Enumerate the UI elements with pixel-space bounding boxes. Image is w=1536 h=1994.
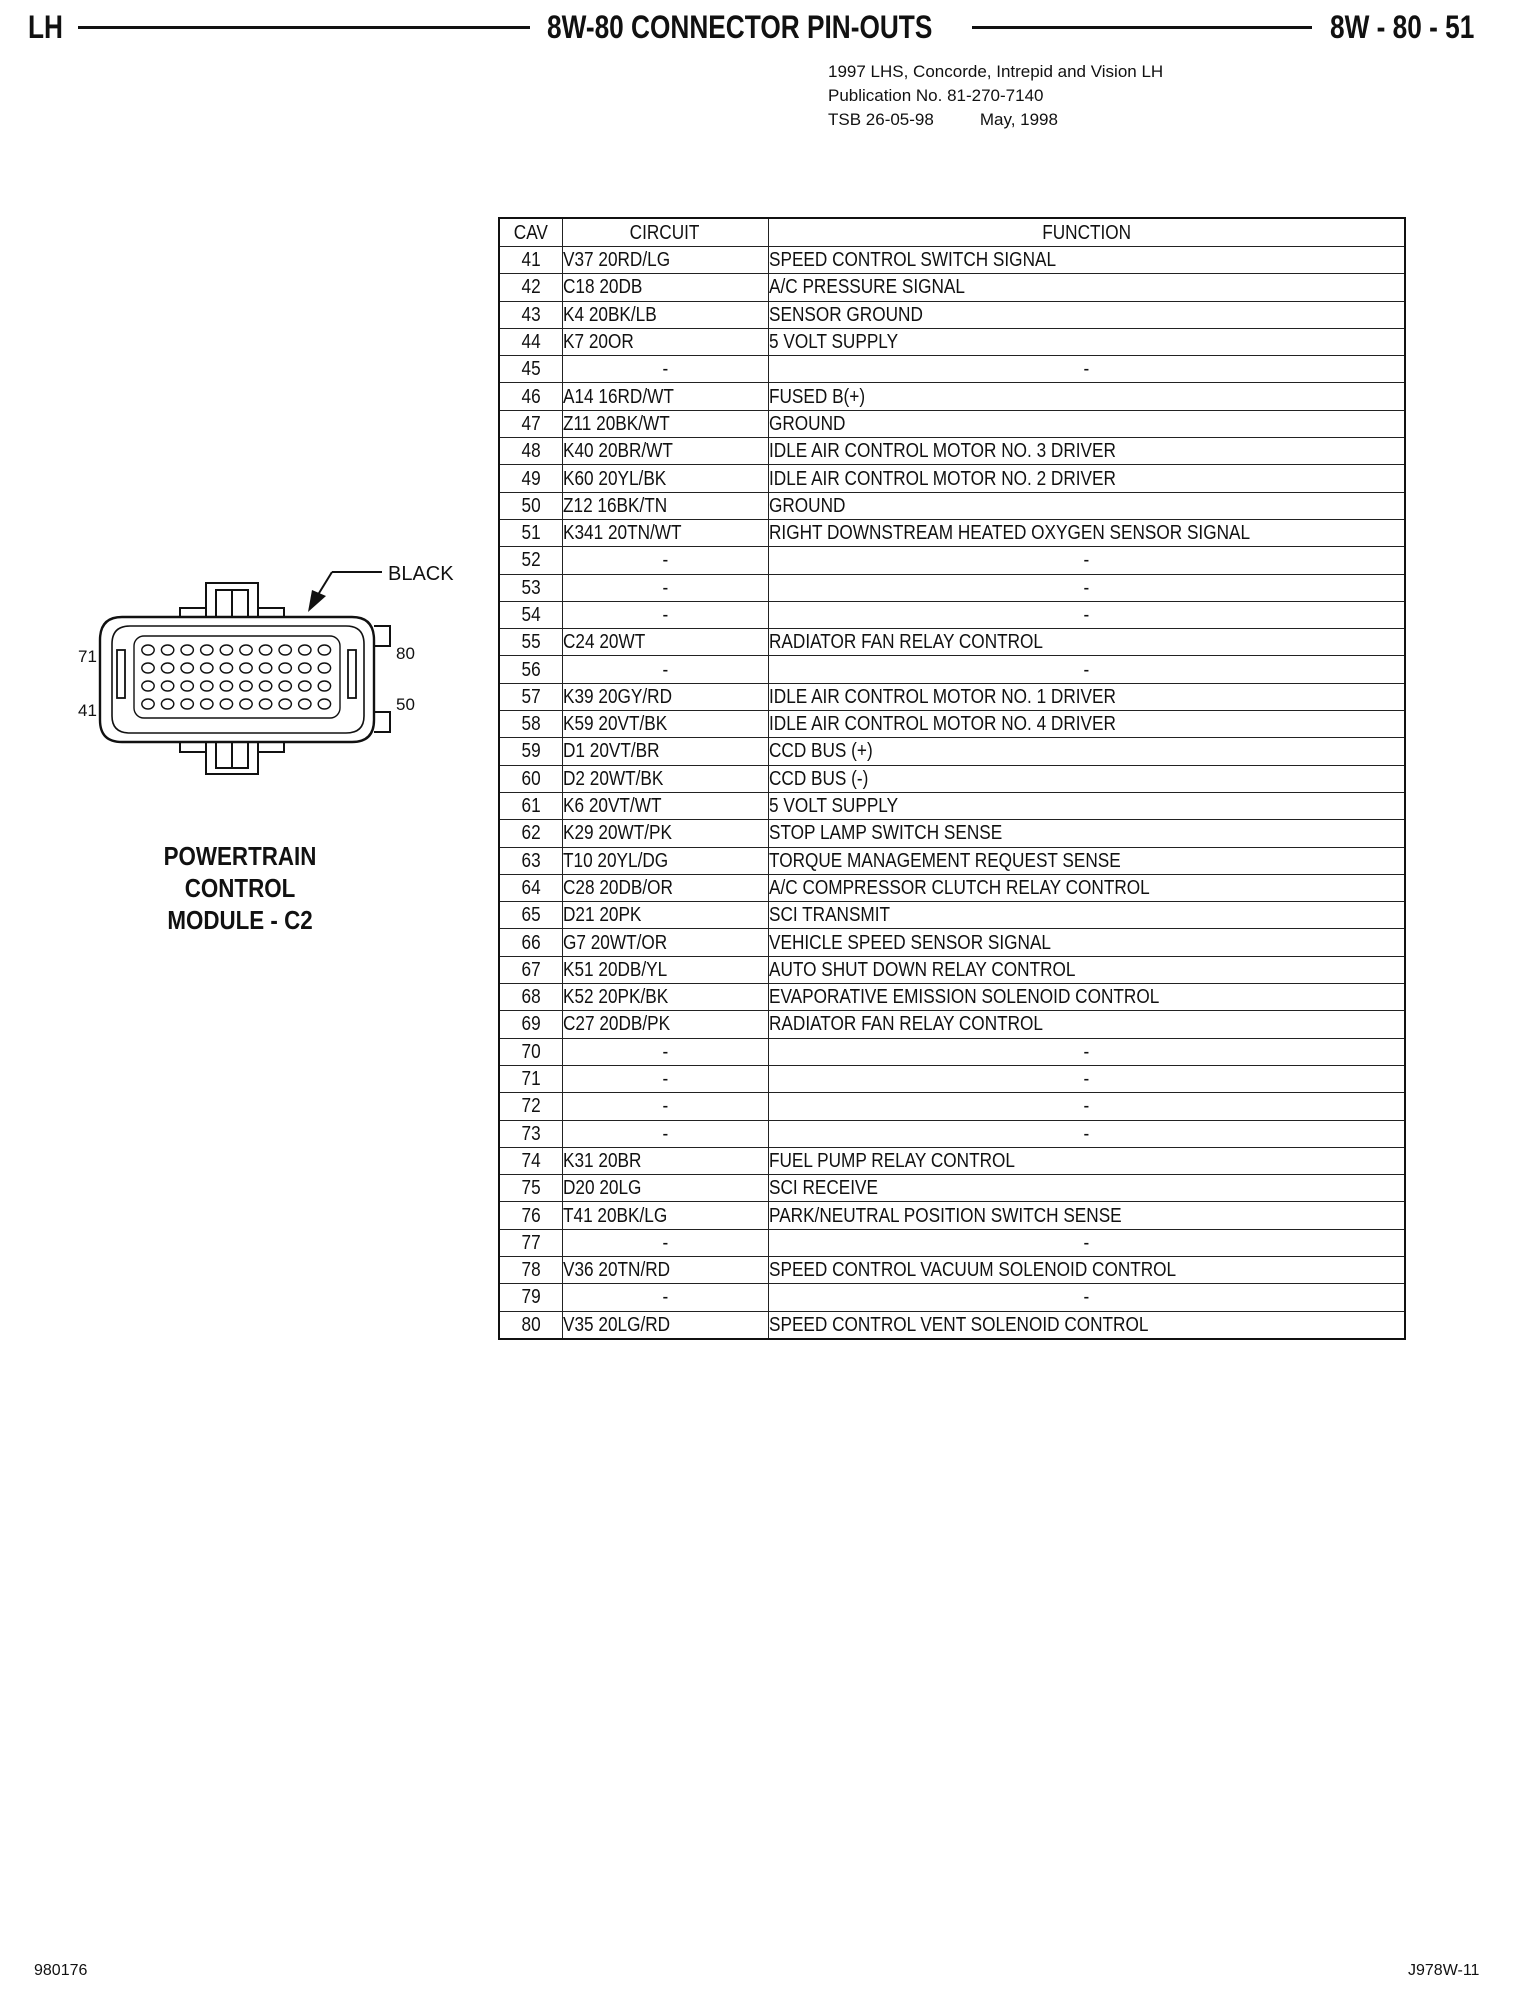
right-latch-bottom bbox=[374, 712, 390, 732]
pin-label-50: 50 bbox=[396, 695, 415, 714]
cell-cav: 70 bbox=[499, 1038, 562, 1065]
side-tab-left bbox=[117, 650, 125, 698]
cell-cav: 48 bbox=[499, 438, 562, 465]
cell-circuit: Z11 20BK/WT bbox=[562, 410, 768, 437]
cell-cav: 75 bbox=[499, 1175, 562, 1202]
cell-function: FUSED B(+) bbox=[768, 383, 1405, 410]
cell-function: GROUND bbox=[768, 410, 1405, 437]
pin-cavity bbox=[259, 699, 271, 709]
cell-cav: 47 bbox=[499, 410, 562, 437]
table-row bbox=[499, 1311, 1405, 1339]
pin-cavity bbox=[201, 663, 213, 673]
pin-cavity bbox=[201, 699, 213, 709]
cell-cav: 72 bbox=[499, 1093, 562, 1120]
color-label-arrowhead bbox=[308, 590, 326, 612]
table-row bbox=[499, 738, 1405, 765]
table-row bbox=[499, 601, 1405, 628]
cell-circuit: K31 20BR bbox=[562, 1147, 768, 1174]
cell-cav: 46 bbox=[499, 383, 562, 410]
cell-cav: 66 bbox=[499, 929, 562, 956]
cell-circuit: C27 20DB/PK bbox=[562, 1011, 768, 1038]
cell-cav: 42 bbox=[499, 274, 562, 301]
cell-circuit: - bbox=[562, 1120, 768, 1147]
cell-function: EVAPORATIVE EMISSION SOLENOID CONTROL bbox=[768, 984, 1405, 1011]
table-row bbox=[499, 902, 1405, 929]
pin-label-80: 80 bbox=[396, 644, 415, 663]
side-tab-right bbox=[348, 650, 356, 698]
table-row bbox=[499, 519, 1405, 546]
cell-function: IDLE AIR CONTROL MOTOR NO. 3 DRIVER bbox=[768, 438, 1405, 465]
table-row bbox=[499, 1284, 1405, 1311]
cell-circuit: K51 20DB/YL bbox=[562, 956, 768, 983]
cell-circuit: Z12 16BK/TN bbox=[562, 492, 768, 519]
cell-cav: 68 bbox=[499, 984, 562, 1011]
pinout-table bbox=[498, 217, 1406, 1340]
cell-function: VEHICLE SPEED SENSOR SIGNAL bbox=[768, 929, 1405, 956]
cell-circuit: - bbox=[562, 601, 768, 628]
cell-function: IDLE AIR CONTROL MOTOR NO. 1 DRIVER bbox=[768, 683, 1405, 710]
pin-field-frame bbox=[134, 636, 340, 718]
pin-cavity bbox=[161, 645, 173, 655]
cell-cav: 54 bbox=[499, 601, 562, 628]
cell-circuit: K29 20WT/PK bbox=[562, 820, 768, 847]
top-lock-tab bbox=[206, 583, 258, 617]
cell-function: TORQUE MANAGEMENT REQUEST SENSE bbox=[768, 847, 1405, 874]
cell-cav: 43 bbox=[499, 301, 562, 328]
cell-cav: 52 bbox=[499, 547, 562, 574]
pin-label-71: 71 bbox=[78, 647, 97, 666]
cell-cav: 69 bbox=[499, 1011, 562, 1038]
cell-circuit: A14 16RD/WT bbox=[562, 383, 768, 410]
table-row bbox=[499, 1202, 1405, 1229]
cell-function: - bbox=[768, 1065, 1405, 1092]
cell-circuit: C24 20WT bbox=[562, 629, 768, 656]
pin-cavity bbox=[259, 663, 271, 673]
cell-cav: 44 bbox=[499, 328, 562, 355]
page-title: 8W-80 CONNECTOR PIN-OUTS bbox=[547, 9, 933, 45]
right-latch-top bbox=[374, 626, 390, 646]
table-row bbox=[499, 847, 1405, 874]
pin-cavity bbox=[220, 645, 232, 655]
table-row bbox=[499, 1011, 1405, 1038]
cell-circuit: D21 20PK bbox=[562, 902, 768, 929]
connector-caption-line: CONTROL bbox=[184, 873, 296, 903]
table-row bbox=[499, 274, 1405, 301]
cell-circuit: V37 20RD/LG bbox=[562, 247, 768, 274]
pin-cavity bbox=[161, 681, 173, 691]
connector-caption-line: POWERTRAIN bbox=[163, 841, 317, 871]
cell-circuit: C28 20DB/OR bbox=[562, 874, 768, 901]
publication-info bbox=[828, 60, 1163, 132]
cell-circuit: K40 20BR/WT bbox=[562, 438, 768, 465]
cell-cav: 56 bbox=[499, 656, 562, 683]
pin-cavity bbox=[220, 699, 232, 709]
cell-cav: 67 bbox=[499, 956, 562, 983]
pin-cavity bbox=[161, 663, 173, 673]
cell-function: AUTO SHUT DOWN RELAY CONTROL bbox=[768, 956, 1405, 983]
cell-circuit: K6 20VT/WT bbox=[562, 792, 768, 819]
cell-circuit: - bbox=[562, 574, 768, 601]
pin-cavity bbox=[240, 699, 252, 709]
pin-cavity bbox=[259, 681, 271, 691]
pin-cavity bbox=[181, 663, 193, 673]
pin-cavity bbox=[201, 681, 213, 691]
cell-circuit: - bbox=[562, 1038, 768, 1065]
table-row bbox=[499, 711, 1405, 738]
cell-function: - bbox=[768, 656, 1405, 683]
top-shoulder-right bbox=[258, 608, 284, 617]
pin-cavity bbox=[299, 681, 311, 691]
pin-cavity bbox=[240, 681, 252, 691]
table-row bbox=[499, 683, 1405, 710]
cell-function: - bbox=[768, 1038, 1405, 1065]
cell-function: GROUND bbox=[768, 492, 1405, 519]
table-row bbox=[499, 574, 1405, 601]
table-row bbox=[499, 1256, 1405, 1283]
cell-cav: 76 bbox=[499, 1202, 562, 1229]
publication-number: Publication No. 81-270-7140 bbox=[828, 86, 1044, 105]
top-shoulder bbox=[180, 608, 206, 617]
cell-cav: 59 bbox=[499, 738, 562, 765]
pin-cavity bbox=[240, 663, 252, 673]
cell-circuit: G7 20WT/OR bbox=[562, 929, 768, 956]
cell-cav: 63 bbox=[499, 847, 562, 874]
pin-cavity bbox=[181, 699, 193, 709]
cell-function: SPEED CONTROL SWITCH SIGNAL bbox=[768, 247, 1405, 274]
cell-function: - bbox=[768, 1093, 1405, 1120]
publication-tsb-line bbox=[828, 108, 1163, 132]
cell-function: SCI RECEIVE bbox=[768, 1175, 1405, 1202]
cell-cav: 77 bbox=[499, 1229, 562, 1256]
cell-function: IDLE AIR CONTROL MOTOR NO. 2 DRIVER bbox=[768, 465, 1405, 492]
pin-cavity bbox=[142, 645, 154, 655]
footer-figure-id: 980176 bbox=[34, 1962, 88, 1979]
table-row bbox=[499, 820, 1405, 847]
table-row bbox=[499, 929, 1405, 956]
cell-function: - bbox=[768, 1284, 1405, 1311]
column-header-cav: CAV bbox=[499, 218, 562, 247]
connector-caption bbox=[130, 840, 350, 936]
cell-cav: 79 bbox=[499, 1284, 562, 1311]
cell-circuit: K4 20BK/LB bbox=[562, 301, 768, 328]
cell-function: FUEL PUMP RELAY CONTROL bbox=[768, 1147, 1405, 1174]
cell-function: - bbox=[768, 601, 1405, 628]
footer-reference: J978W-11 bbox=[1408, 1962, 1480, 1979]
cell-circuit: - bbox=[562, 1093, 768, 1120]
cell-cav: 60 bbox=[499, 765, 562, 792]
connector-caption-line: MODULE - C2 bbox=[167, 905, 313, 935]
table-row bbox=[499, 438, 1405, 465]
cell-function: CCD BUS (-) bbox=[768, 765, 1405, 792]
pin-cavity bbox=[142, 663, 154, 673]
pin-cavity bbox=[318, 663, 330, 673]
pin-cavity bbox=[181, 681, 193, 691]
table-row bbox=[499, 1147, 1405, 1174]
cell-function: - bbox=[768, 574, 1405, 601]
cell-cav: 61 bbox=[499, 792, 562, 819]
table-row bbox=[499, 656, 1405, 683]
pin-cavity bbox=[161, 699, 173, 709]
cell-function: - bbox=[768, 547, 1405, 574]
pin-label-41: 41 bbox=[78, 701, 97, 720]
table-row bbox=[499, 1229, 1405, 1256]
table-row bbox=[499, 629, 1405, 656]
table-row bbox=[499, 410, 1405, 437]
header-rule-left bbox=[78, 26, 530, 29]
cell-function: A/C PRESSURE SIGNAL bbox=[768, 274, 1405, 301]
cell-circuit: K341 20TN/WT bbox=[562, 519, 768, 546]
pin-cavity bbox=[318, 645, 330, 655]
cell-circuit: K39 20GY/RD bbox=[562, 683, 768, 710]
cell-cav: 64 bbox=[499, 874, 562, 901]
cell-cav: 50 bbox=[499, 492, 562, 519]
publication-vehicles: 1997 LHS, Concorde, Intrepid and Vision LH bbox=[828, 62, 1164, 81]
table-row bbox=[499, 1120, 1405, 1147]
cell-circuit: V35 20LG/RD bbox=[562, 1311, 768, 1339]
cell-cav: 65 bbox=[499, 902, 562, 929]
cell-circuit: V36 20TN/RD bbox=[562, 1256, 768, 1283]
cell-cav: 73 bbox=[499, 1120, 562, 1147]
pin-cavities bbox=[134, 636, 340, 718]
cell-function: - bbox=[768, 356, 1405, 383]
cell-cav: 57 bbox=[499, 683, 562, 710]
pin-cavity bbox=[142, 681, 154, 691]
cell-circuit: - bbox=[562, 356, 768, 383]
pin-cavity bbox=[318, 699, 330, 709]
page-number: 8W - 80 - 51 bbox=[1330, 9, 1475, 45]
header-rule-right bbox=[972, 26, 1312, 29]
publication-tsb: TSB 26-05-98 bbox=[828, 110, 934, 129]
cell-cav: 80 bbox=[499, 1311, 562, 1339]
cell-function: SENSOR GROUND bbox=[768, 301, 1405, 328]
table-row bbox=[499, 328, 1405, 355]
cell-function: PARK/NEUTRAL POSITION SWITCH SENSE bbox=[768, 1202, 1405, 1229]
cell-function: 5 VOLT SUPPLY bbox=[768, 328, 1405, 355]
pin-cavity bbox=[201, 645, 213, 655]
cell-function: SPEED CONTROL VACUUM SOLENOID CONTROL bbox=[768, 1256, 1405, 1283]
table-row bbox=[499, 301, 1405, 328]
cell-cav: 58 bbox=[499, 711, 562, 738]
pin-cavity bbox=[259, 645, 271, 655]
table-row bbox=[499, 1175, 1405, 1202]
table-row bbox=[499, 984, 1405, 1011]
table-row bbox=[499, 956, 1405, 983]
cell-cav: 78 bbox=[499, 1256, 562, 1283]
cell-function: 5 VOLT SUPPLY bbox=[768, 792, 1405, 819]
cell-circuit: T10 20YL/DG bbox=[562, 847, 768, 874]
cell-function: RADIATOR FAN RELAY CONTROL bbox=[768, 629, 1405, 656]
pin-cavity bbox=[220, 681, 232, 691]
cell-circuit: - bbox=[562, 1065, 768, 1092]
pin-cavity bbox=[279, 663, 291, 673]
section-label: LH bbox=[28, 9, 63, 45]
table-row bbox=[499, 1093, 1405, 1120]
column-header-circuit: CIRCUIT bbox=[562, 218, 768, 247]
cell-circuit: - bbox=[562, 547, 768, 574]
cell-cav: 62 bbox=[499, 820, 562, 847]
pin-cavity bbox=[142, 699, 154, 709]
pin-cavity bbox=[299, 699, 311, 709]
cell-cav: 53 bbox=[499, 574, 562, 601]
cell-function: A/C COMPRESSOR CLUTCH RELAY CONTROL bbox=[768, 874, 1405, 901]
cell-function: - bbox=[768, 1120, 1405, 1147]
cell-function: STOP LAMP SWITCH SENSE bbox=[768, 820, 1405, 847]
cell-cav: 49 bbox=[499, 465, 562, 492]
cell-circuit: D2 20WT/BK bbox=[562, 765, 768, 792]
pin-cavity bbox=[279, 645, 291, 655]
pin-cavity bbox=[181, 645, 193, 655]
cell-circuit: C18 20DB bbox=[562, 274, 768, 301]
table-row bbox=[499, 1065, 1405, 1092]
cell-circuit: - bbox=[562, 1229, 768, 1256]
table-row bbox=[499, 1038, 1405, 1065]
column-header-function: FUNCTION bbox=[768, 218, 1405, 247]
bottom-lock-tab bbox=[180, 742, 284, 774]
cell-function: CCD BUS (+) bbox=[768, 738, 1405, 765]
table-row bbox=[499, 383, 1405, 410]
cell-function: RADIATOR FAN RELAY CONTROL bbox=[768, 1011, 1405, 1038]
cell-cav: 51 bbox=[499, 519, 562, 546]
cell-function: - bbox=[768, 1229, 1405, 1256]
connector-inner-shell bbox=[112, 626, 364, 733]
cell-function: RIGHT DOWNSTREAM HEATED OXYGEN SENSOR SIGNAL bbox=[768, 519, 1405, 546]
cell-cav: 41 bbox=[499, 247, 562, 274]
table-row bbox=[499, 356, 1405, 383]
table-row bbox=[499, 547, 1405, 574]
connector-diagram bbox=[60, 550, 480, 790]
cell-circuit: K52 20PK/BK bbox=[562, 984, 768, 1011]
pin-cavity bbox=[279, 681, 291, 691]
pin-cavity bbox=[318, 681, 330, 691]
table-header-row bbox=[499, 218, 1405, 247]
table-row bbox=[499, 492, 1405, 519]
cell-cav: 45 bbox=[499, 356, 562, 383]
cell-function: IDLE AIR CONTROL MOTOR NO. 4 DRIVER bbox=[768, 711, 1405, 738]
cell-circuit: K60 20YL/BK bbox=[562, 465, 768, 492]
cell-circuit: - bbox=[562, 1284, 768, 1311]
cell-cav: 71 bbox=[499, 1065, 562, 1092]
cell-circuit: - bbox=[562, 656, 768, 683]
cell-circuit: D20 20LG bbox=[562, 1175, 768, 1202]
cell-circuit: K59 20VT/BK bbox=[562, 711, 768, 738]
cell-function: SCI TRANSMIT bbox=[768, 902, 1405, 929]
publication-date: May, 1998 bbox=[979, 110, 1058, 129]
table-row bbox=[499, 765, 1405, 792]
cell-cav: 74 bbox=[499, 1147, 562, 1174]
table-row bbox=[499, 465, 1405, 492]
pin-cavity bbox=[299, 663, 311, 673]
cell-function: SPEED CONTROL VENT SOLENOID CONTROL bbox=[768, 1311, 1405, 1339]
pin-cavity bbox=[220, 663, 232, 673]
table-row bbox=[499, 874, 1405, 901]
table-row bbox=[499, 247, 1405, 274]
pin-cavity bbox=[299, 645, 311, 655]
table-row bbox=[499, 792, 1405, 819]
cell-circuit: K7 20OR bbox=[562, 328, 768, 355]
connector-color-label: BLACK bbox=[388, 563, 454, 585]
pin-cavity bbox=[240, 645, 252, 655]
cell-circuit: T41 20BK/LG bbox=[562, 1202, 768, 1229]
pin-cavity bbox=[279, 699, 291, 709]
cell-circuit: D1 20VT/BR bbox=[562, 738, 768, 765]
cell-cav: 55 bbox=[499, 629, 562, 656]
